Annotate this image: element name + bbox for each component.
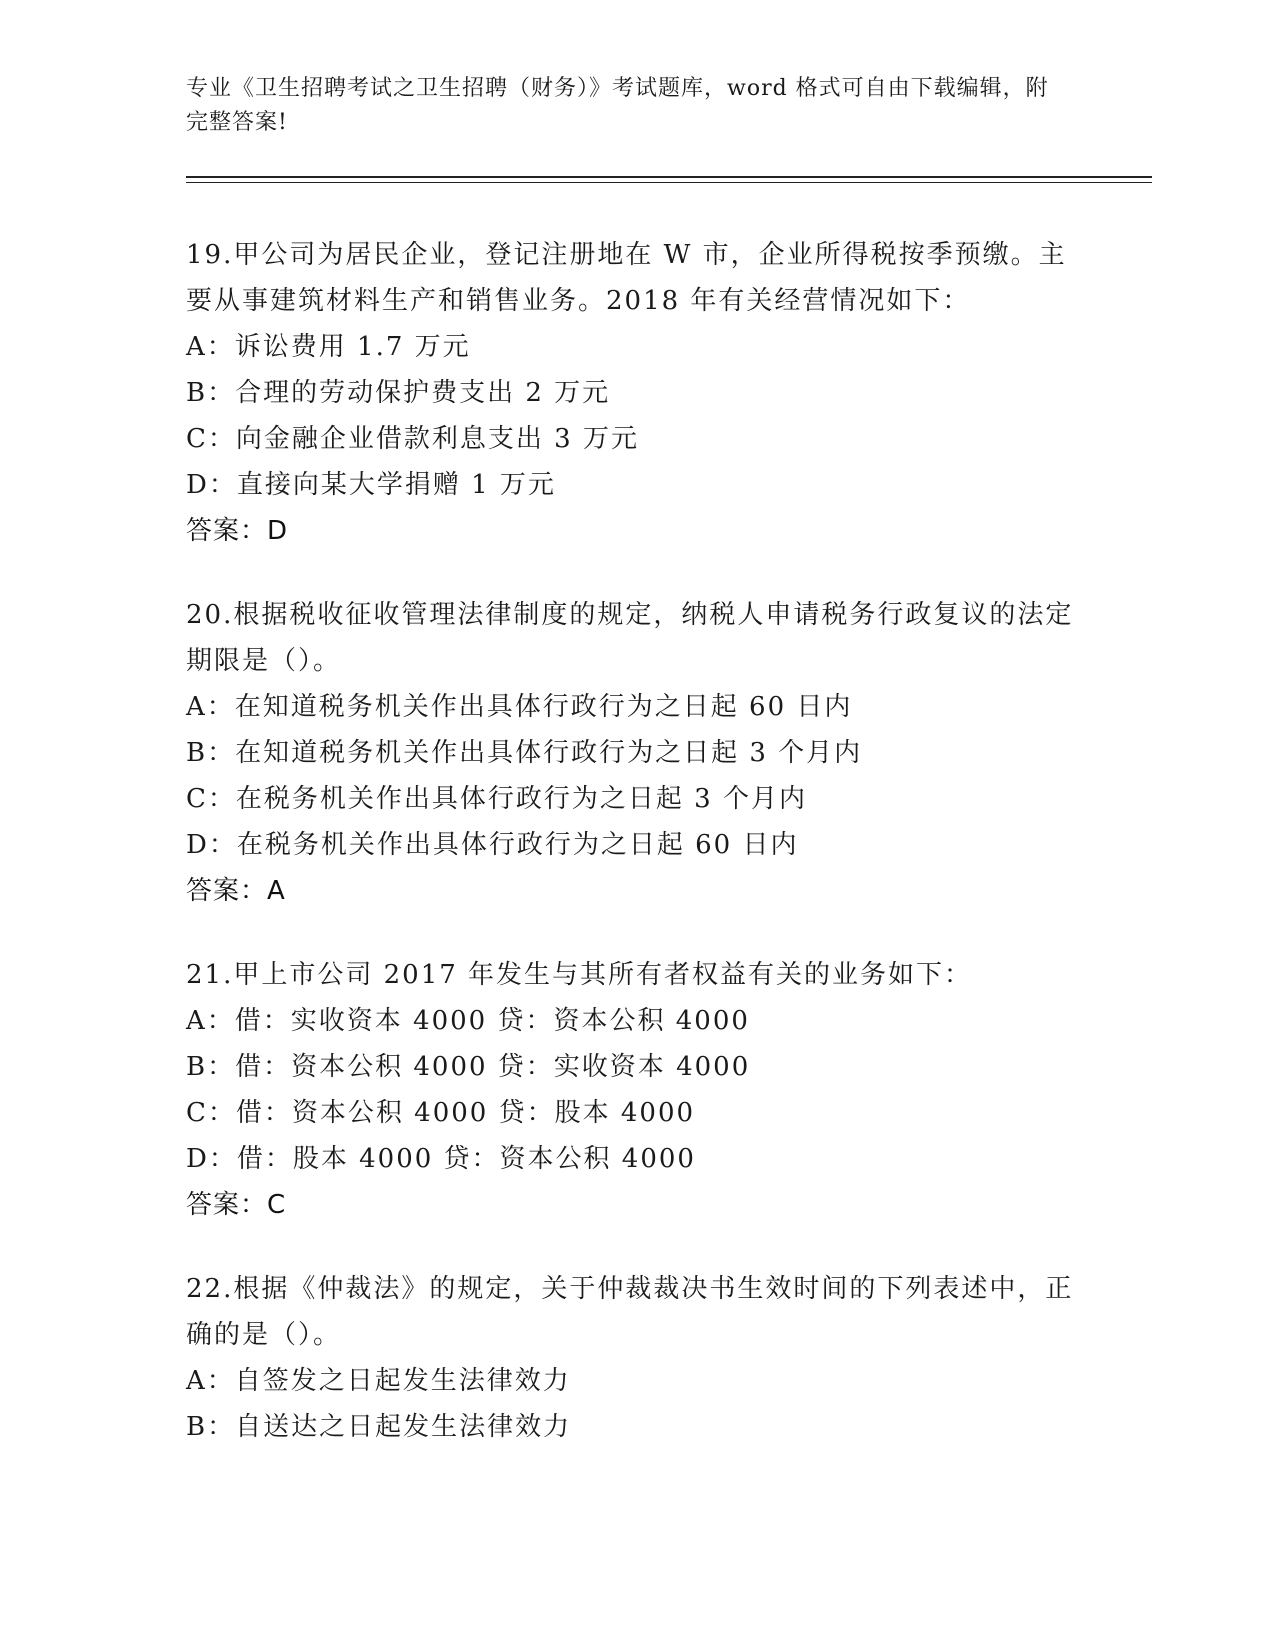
question-22 (186, 1266, 1086, 1450)
question-19 (186, 232, 1086, 554)
option-a: A：自签发之日起发生法律效力 (186, 1366, 571, 1396)
option-c: C：借：资本公积 4000 贷：股本 4000 (186, 1098, 696, 1128)
option-c: C：在税务机关作出具体行政行为之日起 3 个月内 (186, 784, 807, 814)
option-b: B：借：资本公积 4000 贷：实收资本 4000 (186, 1052, 751, 1082)
option-b: B：自送达之日起发生法律效力 (186, 1412, 572, 1442)
answer: 答案：A (186, 876, 286, 906)
option-b: B：在知道税务机关作出具体行政行为之日起 3 个月内 (186, 738, 863, 768)
page-header: 专业《卫生招聘考试之卫生招聘（财务）》考试题库，word 格式可自由下载编辑，附完整答案! (186, 76, 1049, 135)
answer: 答案：C (186, 1190, 287, 1220)
question-21 (186, 952, 1086, 1228)
option-d: D：直接向某大学捐赠 1 万元 (186, 470, 556, 500)
option-a: A：在知道税务机关作出具体行政行为之日起 60 日内 (186, 692, 853, 722)
option-b: B：合理的劳动保护费支出 2 万元 (186, 378, 611, 408)
header-divider-thick (186, 176, 1152, 178)
option-a: A：诉讼费用 1.7 万元 (186, 332, 471, 362)
option-d: D：在税务机关作出具体行政行为之日起 60 日内 (186, 830, 799, 860)
question-20 (186, 592, 1086, 914)
option-d: D：借：股本 4000 贷：资本公积 4000 (186, 1144, 696, 1174)
option-c: C：向金融企业借款利息支出 3 万元 (186, 424, 639, 454)
answer: 答案：D (186, 516, 289, 546)
option-a: A：借：实收资本 4000 贷：资本公积 4000 (186, 1006, 750, 1036)
question-list (186, 232, 1086, 1488)
question-stem: 22.根据《仲裁法》的规定，关于仲裁裁决书生效时间的下列表述中，正确的是（）。 (186, 1274, 1074, 1350)
question-stem: 20.根据税收征收管理法律制度的规定，纳税人申请税务行政复议的法定期限是（）。 (186, 600, 1074, 676)
header-divider-thin (186, 182, 1152, 183)
question-stem: 21.甲上市公司 2017 年发生与其所有者权益有关的业务如下： (186, 960, 973, 990)
question-stem: 19.甲公司为居民企业，登记注册地在 W 市，企业所得税按季预缴。主要从事建筑材料生产和销售业务。2018 年有关经营情况如下： (186, 240, 1067, 316)
